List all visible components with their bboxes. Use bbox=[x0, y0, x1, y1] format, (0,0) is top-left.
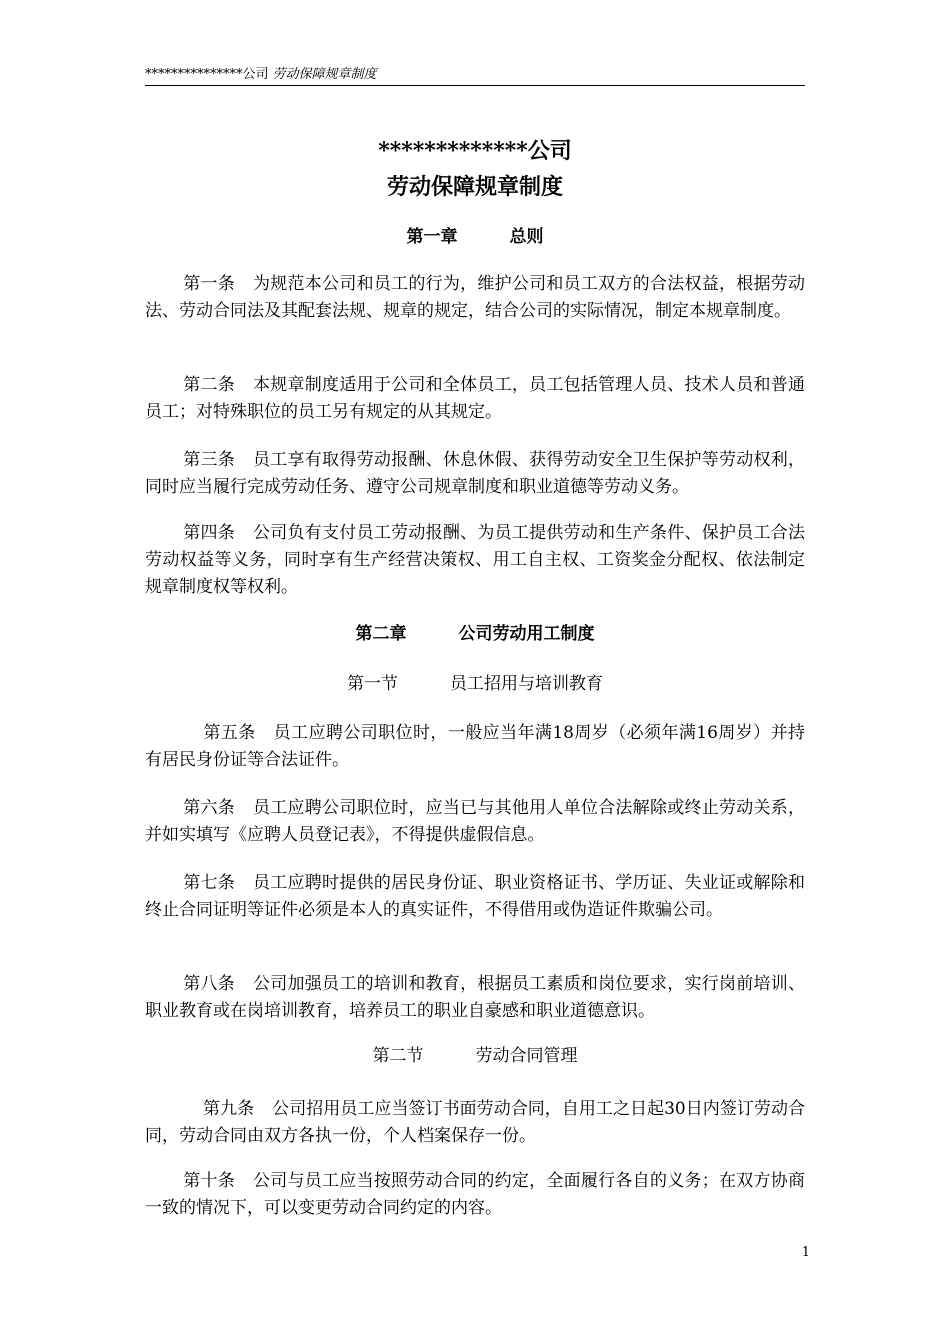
article-paragraph bbox=[145, 720, 805, 774]
article-text: 公司负有支付员工劳动报酬、为员工提供劳动和生产条件、保护员工合法劳动权益等义务，同时享有生产经营决策权、用工自主权、工资奖金分配权、依法制定规章制度权等权利。 bbox=[145, 523, 806, 597]
section-name: 员工招用与培训教育 bbox=[450, 674, 603, 694]
chapter-heading bbox=[0, 622, 950, 646]
article-text: 本规章制度适用于公司和全体员工，员工包括管理人员、技术人员和普通员工；对特殊职位的员工另有规定的从其规定。 bbox=[145, 375, 806, 422]
chapter-number: 第二章 bbox=[355, 624, 407, 644]
header-title: 劳动保障规章制度 bbox=[272, 67, 377, 82]
chapter-heading bbox=[0, 225, 950, 249]
article-text: 为规范本公司和员工的行为，维护公司和员工双方的合法权益，根据劳动法、劳动合同法及其配套法规、规章的规定，结合公司的实际情况，制定本规章制度。 bbox=[145, 274, 806, 321]
document-title: 劳动保障规章制度 bbox=[386, 174, 563, 200]
chapter-number: 第一章 bbox=[406, 227, 458, 247]
article-number: 第一条 bbox=[183, 274, 236, 294]
page-header bbox=[145, 66, 805, 86]
section-heading bbox=[0, 672, 950, 696]
article-number: 第七条 bbox=[183, 873, 236, 893]
article-text: 公司招用员工应当签订书面劳动合同，自用工之日起30日内签订劳动合同，劳动合同由双方各执一份，个人档案保存一份。 bbox=[145, 1099, 806, 1146]
section-number: 第二节 bbox=[372, 1046, 424, 1066]
article-text: 公司与员工应当按照劳动合同的约定，全面履行各自的义务；在双方协商一致的情况下，可以变更劳动合同约定的内容。 bbox=[145, 1171, 806, 1218]
article-number: 第九条 bbox=[203, 1099, 255, 1119]
section-heading bbox=[0, 1044, 950, 1068]
article-paragraph bbox=[145, 271, 805, 325]
document-company-title: *************公司 bbox=[378, 138, 572, 164]
article-paragraph bbox=[145, 372, 805, 426]
article-paragraph bbox=[145, 447, 805, 501]
article-paragraph bbox=[145, 870, 805, 924]
article-text: 员工应聘时提供的居民身份证、职业资格证书、学历证、失业证或解除和终止合同证明等证件必须是本人的真实证件，不得借用或伪造证件欺骗公司。 bbox=[145, 873, 806, 920]
article-number: 第十条 bbox=[183, 1171, 236, 1191]
article-text: 员工应聘公司职位时，应当已与其他用人单位合法解除或终止劳动关系，并如实填写《应聘人员登记表》，不得提供虚假信息。 bbox=[145, 798, 806, 845]
article-number: 第六条 bbox=[183, 798, 236, 818]
article-number: 第二条 bbox=[183, 375, 236, 395]
header-company: ***************公司 bbox=[145, 67, 269, 82]
article-text: 员工享有取得劳动报酬、休息休假、获得劳动安全卫生保护等劳动权利，同时应当履行完成劳动任务、遵守公司规章制度和职业道德等劳动义务。 bbox=[145, 450, 806, 497]
article-paragraph bbox=[145, 971, 805, 1025]
section-name: 劳动合同管理 bbox=[475, 1046, 578, 1066]
article-number: 第五条 bbox=[203, 723, 256, 743]
page-number: 1 bbox=[801, 1245, 810, 1260]
article-paragraph bbox=[145, 1168, 805, 1222]
chapter-name: 总则 bbox=[509, 227, 544, 247]
article-number: 第四条 bbox=[183, 523, 236, 543]
section-number: 第一节 bbox=[347, 674, 398, 694]
chapter-name: 公司劳动用工制度 bbox=[458, 624, 595, 644]
article-paragraph bbox=[145, 520, 805, 601]
article-paragraph bbox=[145, 795, 805, 849]
article-text: 员工应聘公司职位时，一般应当年满18周岁（必须年满16周岁）并持有居民身份证等合法证件。 bbox=[145, 723, 806, 770]
article-text: 公司加强员工的培训和教育，根据员工素质和岗位要求，实行岗前培训、职业教育或在岗培训教育，培养员工的职业自豪感和职业道德意识。 bbox=[145, 974, 806, 1021]
article-number: 第八条 bbox=[183, 974, 236, 994]
article-paragraph bbox=[145, 1096, 805, 1150]
article-number: 第三条 bbox=[183, 450, 236, 470]
